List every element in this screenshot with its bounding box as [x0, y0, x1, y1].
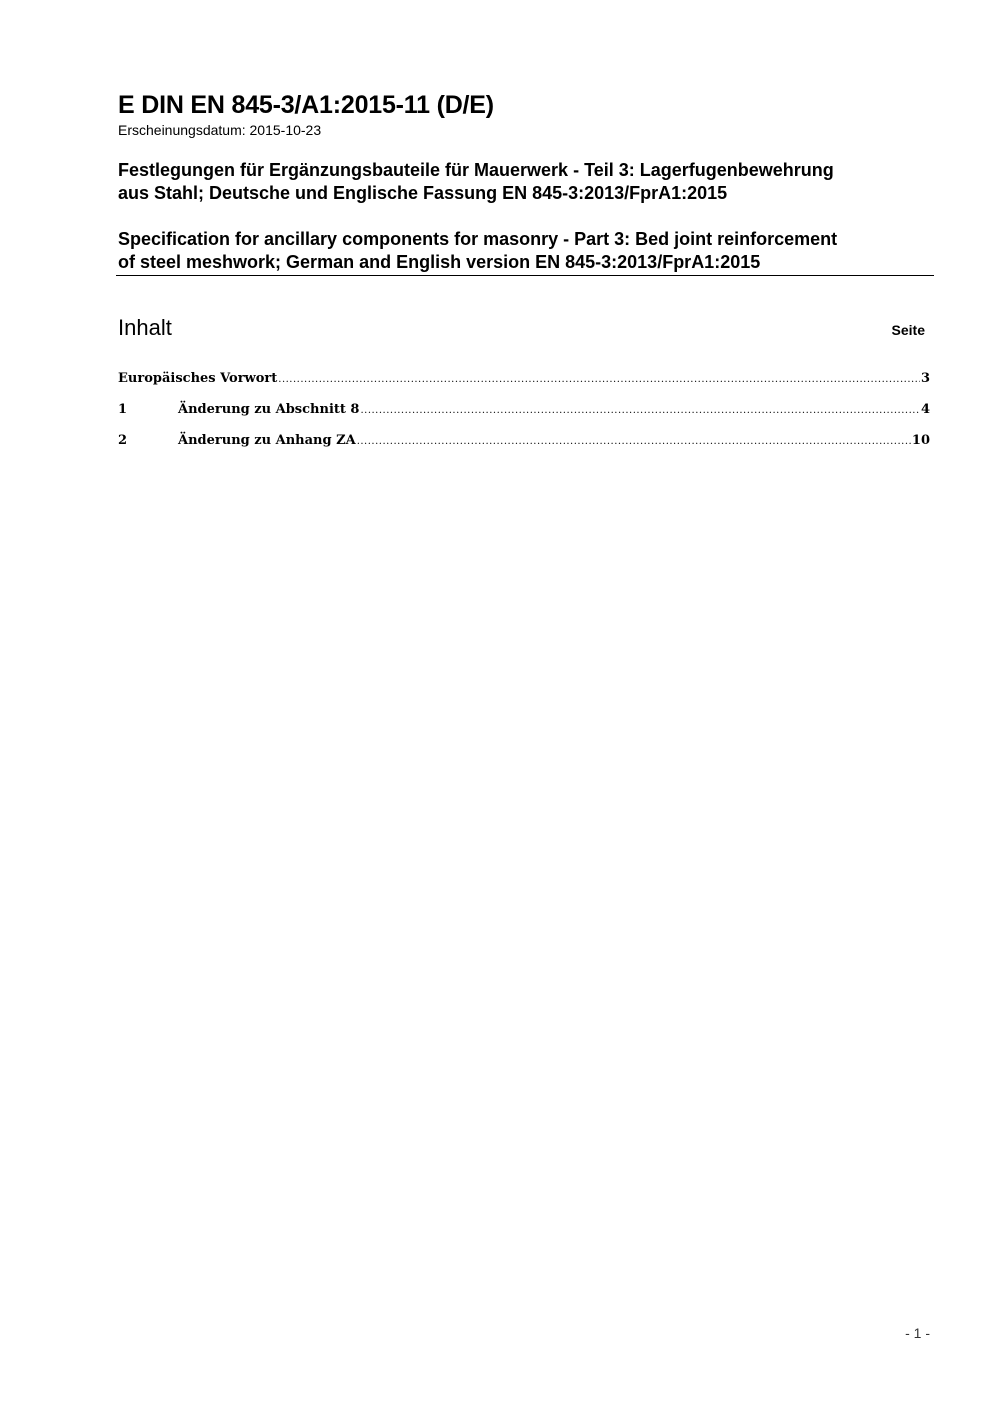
toc-leader-dots [278, 374, 920, 385]
toc-entry-label: Änderung zu Anhang ZA [178, 433, 356, 448]
toc-entry-number: 1 [118, 402, 128, 417]
toc-entry[interactable] [118, 433, 930, 464]
toc-entry-label: Europäisches Vorwort [118, 371, 278, 386]
toc-leader-dots [360, 405, 919, 416]
toc-entry[interactable] [118, 371, 930, 402]
title-german-line-1: Festlegungen für Ergänzungsbauteile für Mauerwerk - Teil 3: Lagerfugenbewehrung [118, 160, 834, 180]
title-english [118, 228, 933, 274]
toc-entry-page: 10 [911, 433, 930, 448]
toc-page-column-label: Seite [891, 322, 925, 338]
toc-entry-page: 3 [920, 371, 930, 386]
title-german-line-2: aus Stahl; Deutsche und Englische Fassung EN 845-3:2013/FprA1:2015 [118, 183, 728, 203]
toc-entry-page: 4 [920, 402, 930, 417]
title-english-line-2: of steel meshwork; German and English version EN 845-3:2013/FprA1:2015 [118, 252, 761, 272]
page-number: - 1 - [905, 1325, 930, 1341]
document-title: E DIN EN 845-3/A1:2015-11 (D/E) [118, 91, 494, 119]
publication-date: Erscheinungsdatum: 2015-10-23 [118, 122, 322, 138]
toc-heading: Inhalt [118, 315, 172, 340]
toc-entry-label: Änderung zu Abschnitt 8 [178, 402, 360, 417]
toc-list [118, 371, 930, 464]
title-english-line-1: Specification for ancillary components for masonry - Part 3: Bed joint reinforcement [118, 229, 838, 249]
title-german [118, 159, 933, 205]
toc-leader-dots [357, 436, 911, 447]
toc-entry-number: 2 [118, 433, 128, 448]
header-divider [116, 275, 934, 276]
toc-entry[interactable] [118, 402, 930, 433]
